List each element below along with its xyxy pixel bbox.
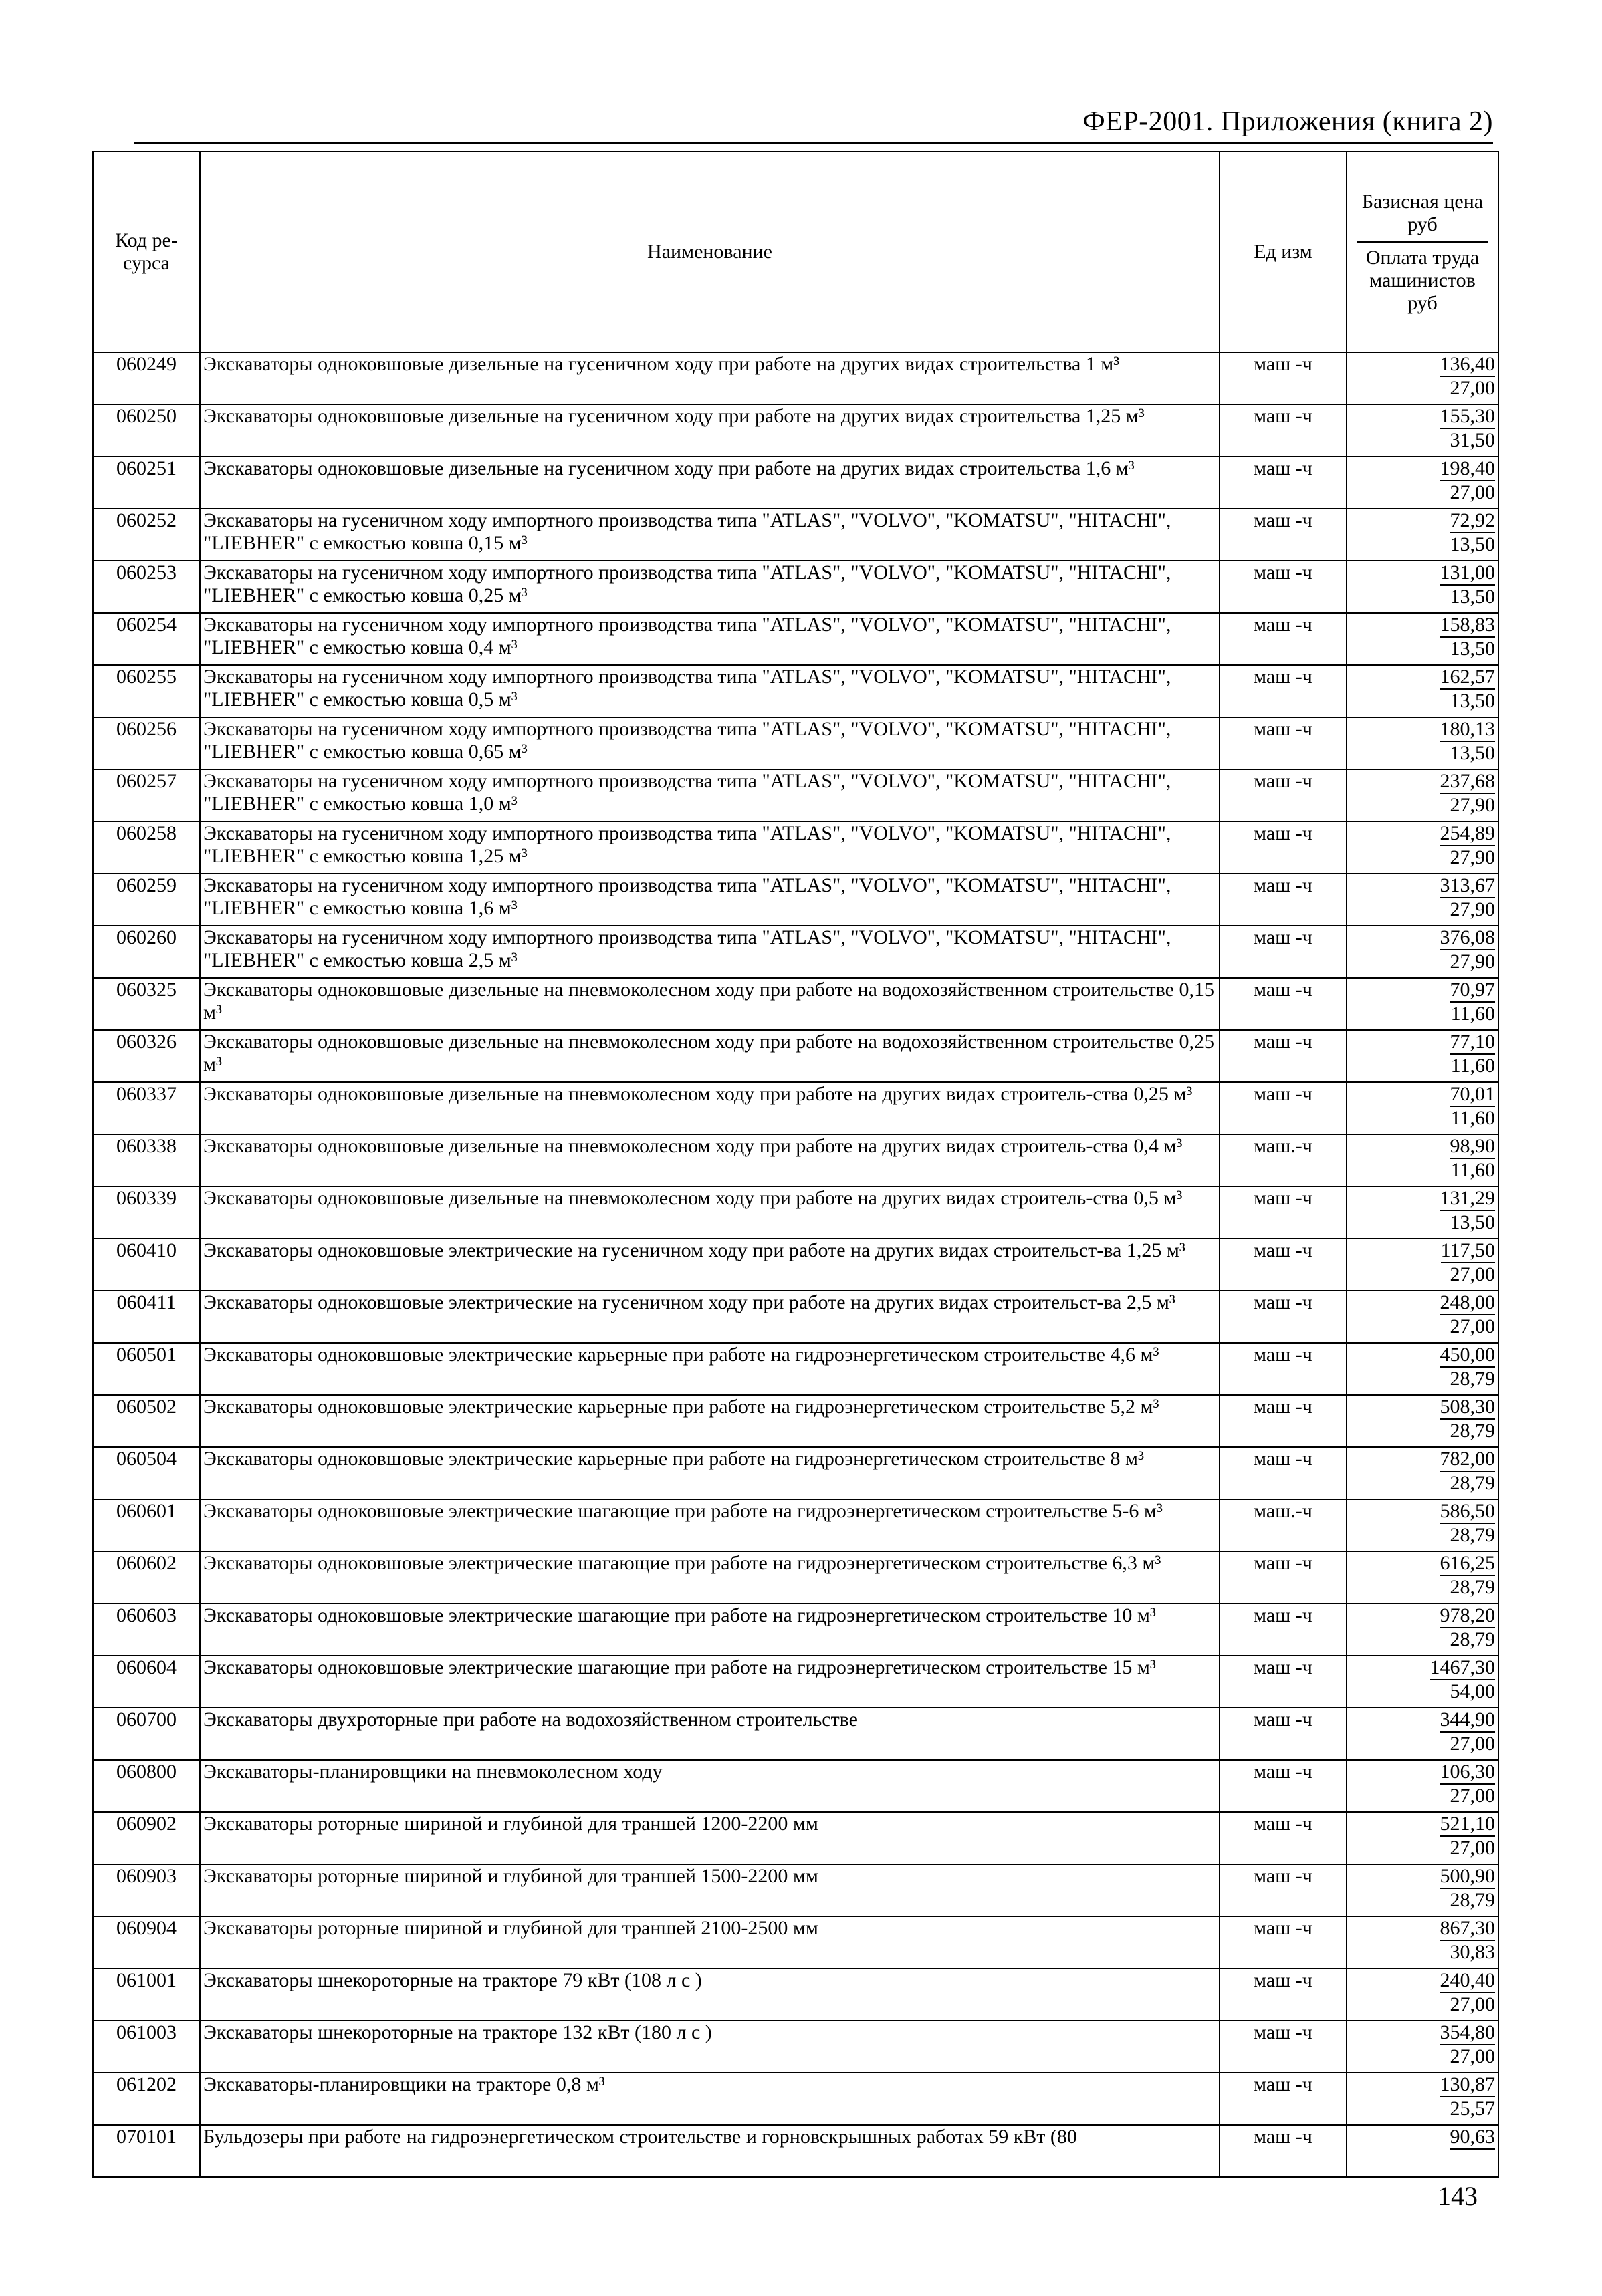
resource-code: 060504 [93, 1447, 200, 1499]
table-body [93, 352, 1498, 2177]
resource-code: 060902 [93, 1812, 200, 1864]
document-header: ФЕР-2001. Приложения (книга 2) [1082, 106, 1493, 137]
resource-code: 060502 [93, 1395, 200, 1447]
price-cell [1347, 769, 1498, 821]
resource-unit: маш -ч [1220, 926, 1347, 978]
resource-code: 060326 [93, 1030, 200, 1082]
table-row [93, 1708, 1498, 1760]
base-price: 98,90 [1450, 1135, 1496, 1159]
resource-code: 060250 [93, 404, 200, 457]
resource-name: Экскаваторы роторные шириной и глубиной для траншей 2100-2500 мм [200, 1916, 1220, 1968]
table-row [93, 2125, 1498, 2177]
resource-name: Экскаваторы одноковшовые электрические карьерные при работе на гидроэнергетическом строительстве 4,6 м³ [200, 1343, 1220, 1395]
resource-unit: маш -ч [1220, 2021, 1347, 2073]
table-row [93, 561, 1498, 613]
resource-unit: маш -ч [1220, 1656, 1347, 1708]
resource-name: Экскаваторы на гусеничном ходу импортного производства типа "ATLAS", "VOLVO", "KOMATSU", "HITACHI", "LIEBHER" с емкостью ковша 0,15 м³ [200, 509, 1220, 561]
resource-unit: маш -ч [1220, 509, 1347, 561]
price-cell [1347, 1656, 1498, 1708]
resource-code: 060603 [93, 1604, 200, 1656]
resource-name: Экскаваторы шнекороторные на тракторе 79 кВт (108 л с ) [200, 1968, 1220, 2021]
table-row [93, 352, 1498, 404]
base-price: 131,00 [1440, 561, 1496, 586]
resource-name: Экскаваторы одноковшовые электрические шагающие при работе на гидроэнергетическом строительстве 15 м³ [200, 1656, 1220, 1708]
price-cell [1347, 1186, 1498, 1239]
table-row [93, 1134, 1498, 1186]
resource-name: Экскаваторы одноковшовые электрические на гусеничном ходу при работе на других видах строительст-ва 2,5 м³ [200, 1291, 1220, 1343]
base-price: 136,40 [1440, 353, 1496, 377]
operator-pay: 28,79 [1450, 1472, 1495, 1494]
resource-unit: маш -ч [1220, 1864, 1347, 1916]
operator-pay: 28,79 [1450, 1628, 1495, 1650]
base-price: 77,10 [1450, 1031, 1496, 1055]
resource-code: 060410 [93, 1239, 200, 1291]
base-price: 782,00 [1440, 1448, 1496, 1472]
resource-name: Экскаваторы роторные шириной и глубиной для траншей 1200-2200 мм [200, 1812, 1220, 1864]
operator-pay: 31,50 [1450, 429, 1495, 451]
base-price: 254,89 [1440, 822, 1496, 846]
operator-pay: 27,00 [1450, 1785, 1495, 1807]
table-row [93, 1864, 1498, 1916]
resource-unit: маш -ч [1220, 1291, 1347, 1343]
price-cell [1347, 1551, 1498, 1604]
operator-pay: 13,50 [1450, 638, 1495, 660]
price-cell [1347, 1447, 1498, 1499]
table-row [93, 509, 1498, 561]
price-cell [1347, 821, 1498, 874]
price-cell [1347, 2021, 1498, 2073]
resource-name: Экскаваторы на гусеничном ходу импортного производства типа "ATLAS", "VOLVO", "KOMATSU", "HITACHI", "LIEBHER" с емкостью ковша 0,25 м³ [200, 561, 1220, 613]
table-row [93, 404, 1498, 457]
operator-pay: 27,00 [1450, 1993, 1495, 2015]
base-price: 131,29 [1440, 1187, 1496, 1211]
operator-pay: 28,79 [1450, 1576, 1495, 1598]
table-row [93, 1604, 1498, 1656]
price-cell [1347, 1812, 1498, 1864]
table-row [93, 1916, 1498, 1968]
price-cell [1347, 561, 1498, 613]
resource-unit: маш -ч [1220, 404, 1347, 457]
base-price: 155,30 [1440, 405, 1496, 429]
resource-code: 060602 [93, 1551, 200, 1604]
operator-pay: 27,00 [1450, 2045, 1495, 2067]
table-row [93, 1291, 1498, 1343]
base-price: 106,30 [1440, 1761, 1496, 1785]
price-cell [1347, 1343, 1498, 1395]
resource-name: Экскаваторы одноковшовые дизельные на пневмоколесном ходу при работе на других видах строитель-ства 0,25 м³ [200, 1082, 1220, 1134]
resource-code: 060256 [93, 717, 200, 769]
resource-code: 060325 [93, 978, 200, 1030]
resource-code: 060251 [93, 457, 200, 509]
resource-name: Экскаваторы одноковшовые электрические на гусеничном ходу при работе на других видах строительст-ва 1,25 м³ [200, 1239, 1220, 1291]
resource-name: Экскаваторы на гусеничном ходу импортного производства типа "ATLAS", "VOLVO", "KOMATSU", "HITACHI", "LIEBHER" с емкостью ковша 1,0 м³ [200, 769, 1220, 821]
resource-name: Экскаваторы на гусеничном ходу импортного производства типа "ATLAS", "VOLVO", "KOMATSU", "HITACHI", "LIEBHER" с емкостью ковша 0,4 м³ [200, 613, 1220, 665]
page-number: 143 [1438, 2181, 1478, 2211]
base-price: 130,87 [1440, 2073, 1496, 2097]
resource-name: Экскаваторы-планировщики на пневмоколесном ходу [200, 1760, 1220, 1812]
resource-name: Экскаваторы одноковшовые дизельные на пневмоколесном ходу при работе на водохозяйственном строительстве 0,15 м³ [200, 978, 1220, 1030]
price-cell [1347, 2125, 1498, 2177]
operator-pay: 27,90 [1450, 794, 1495, 816]
price-cell [1347, 1395, 1498, 1447]
price-cell [1347, 509, 1498, 561]
base-price: 240,40 [1440, 1969, 1496, 1993]
resource-unit: маш -ч [1220, 1239, 1347, 1291]
table-row [93, 1239, 1498, 1291]
price-cell [1347, 404, 1498, 457]
table-row [93, 457, 1498, 509]
table-row [93, 1030, 1498, 1082]
resource-unit: маш -ч [1220, 717, 1347, 769]
resource-name: Экскаваторы на гусеничном ходу импортного производства типа "ATLAS", "VOLVO", "KOMATSU", "HITACHI", "LIEBHER" с емкостью ковша 1,25 м³ [200, 821, 1220, 874]
resource-unit: маш -ч [1220, 1186, 1347, 1239]
table-row [93, 1551, 1498, 1604]
table-row [93, 1343, 1498, 1395]
price-cell [1347, 665, 1498, 717]
table-row [93, 769, 1498, 821]
price-cell [1347, 613, 1498, 665]
resource-unit: маш -ч [1220, 1760, 1347, 1812]
table-row [93, 1186, 1498, 1239]
operator-pay: 11,60 [1450, 1107, 1495, 1129]
header-unit: Ед изм [1220, 152, 1347, 352]
table-row [93, 1395, 1498, 1447]
operator-pay: 28,79 [1450, 1524, 1495, 1546]
resource-name: Экскаваторы роторные шириной и глубиной для траншей 1500-2200 мм [200, 1864, 1220, 1916]
table-row [93, 874, 1498, 926]
table-row [93, 2021, 1498, 2073]
operator-pay: 13,50 [1450, 586, 1495, 608]
resource-unit: маш -ч [1220, 1968, 1347, 2021]
header-name: Наименование [200, 152, 1220, 352]
table-row [93, 1447, 1498, 1499]
resource-name: Экскаваторы одноковшовые дизельные на гусеничном ходу при работе на других видах строительства 1 м³ [200, 352, 1220, 404]
operator-pay: 11,60 [1450, 1003, 1495, 1025]
resource-code: 060601 [93, 1499, 200, 1551]
header-code: Код ре-сурса [93, 152, 200, 352]
operator-pay: 11,60 [1450, 1055, 1495, 1077]
price-cell [1347, 874, 1498, 926]
price-cell [1347, 1864, 1498, 1916]
resource-code: 060904 [93, 1916, 200, 1968]
resource-code: 060253 [93, 561, 200, 613]
base-price: 237,68 [1440, 770, 1496, 794]
price-cell [1347, 352, 1498, 404]
table-row [93, 1968, 1498, 2021]
resource-unit: маш -ч [1220, 1082, 1347, 1134]
price-cell [1347, 1499, 1498, 1551]
resource-code: 061003 [93, 2021, 200, 2073]
resource-unit: маш -ч [1220, 665, 1347, 717]
operator-pay: 13,50 [1450, 533, 1495, 555]
resource-code: 060254 [93, 613, 200, 665]
resource-name: Экскаваторы на гусеничном ходу импортного производства типа "ATLAS", "VOLVO", "KOMATSU", "HITACHI", "LIEBHER" с емкостью ковша 0,5 м³ [200, 665, 1220, 717]
resource-unit: маш -ч [1220, 1812, 1347, 1864]
table-row [93, 978, 1498, 1030]
resource-name: Экскаваторы на гусеничном ходу импортного производства типа "ATLAS", "VOLVO", "KOMATSU", "HITACHI", "LIEBHER" с емкостью ковша 0,65 м³ [200, 717, 1220, 769]
resource-unit: маш -ч [1220, 978, 1347, 1030]
operator-pay: 27,90 [1450, 950, 1495, 973]
operator-pay: 28,79 [1450, 1889, 1495, 1911]
operator-pay: 28,79 [1450, 1420, 1495, 1442]
operator-pay: 11,60 [1450, 1159, 1495, 1181]
table-row [93, 613, 1498, 665]
resource-unit: маш -ч [1220, 1916, 1347, 1968]
resource-code: 060249 [93, 352, 200, 404]
price-cell [1347, 926, 1498, 978]
resource-code: 060339 [93, 1186, 200, 1239]
resource-code: 070101 [93, 2125, 200, 2177]
operator-pay: 13,50 [1450, 1211, 1495, 1233]
base-price: 521,10 [1440, 1813, 1496, 1837]
resource-unit: маш -ч [1220, 561, 1347, 613]
header-price-base: Базисная цена руб [1361, 190, 1484, 235]
table-header [93, 152, 1498, 352]
operator-pay: 54,00 [1450, 1680, 1495, 1702]
table-row [93, 1812, 1498, 1864]
operator-pay: 13,50 [1450, 742, 1495, 764]
resource-unit: маш -ч [1220, 457, 1347, 509]
price-cell [1347, 1291, 1498, 1343]
resource-name: Экскаваторы одноковшовые дизельные на пневмоколесном ходу при работе на других видах строитель-ства 0,5 м³ [200, 1186, 1220, 1239]
base-price: 180,13 [1440, 718, 1496, 742]
resource-code: 060252 [93, 509, 200, 561]
operator-pay: 27,90 [1450, 846, 1495, 868]
base-price: 1467,30 [1430, 1656, 1496, 1680]
resource-code: 061202 [93, 2073, 200, 2125]
base-price: 376,08 [1440, 926, 1496, 950]
header-price-pay: Оплата труда машинистов руб [1357, 241, 1488, 317]
resource-code: 060903 [93, 1864, 200, 1916]
base-price: 162,57 [1440, 666, 1496, 690]
base-price: 248,00 [1440, 1291, 1496, 1315]
price-cell [1347, 1760, 1498, 1812]
header-rule [134, 142, 1493, 144]
base-price: 450,00 [1440, 1344, 1496, 1368]
resource-unit: маш -ч [1220, 874, 1347, 926]
operator-pay: 27,00 [1450, 1263, 1495, 1285]
table-row [93, 1499, 1498, 1551]
table-row [93, 926, 1498, 978]
table-row [93, 665, 1498, 717]
resource-code: 060338 [93, 1134, 200, 1186]
resource-unit: маш -ч [1220, 352, 1347, 404]
base-price: 586,50 [1440, 1500, 1496, 1524]
operator-pay: 27,00 [1450, 1733, 1495, 1755]
resource-code: 060411 [93, 1291, 200, 1343]
resource-code: 061001 [93, 1968, 200, 2021]
resource-unit: маш -ч [1220, 1551, 1347, 1604]
price-cell [1347, 457, 1498, 509]
resource-name: Экскаваторы шнекороторные на тракторе 132 кВт (180 л с ) [200, 2021, 1220, 2073]
table-row [93, 2073, 1498, 2125]
resource-name: Экскаваторы на гусеничном ходу импортного производства типа "ATLAS", "VOLVO", "KOMATSU", "HITACHI", "LIEBHER" с емкостью ковша 2,5 м³ [200, 926, 1220, 978]
price-cell [1347, 717, 1498, 769]
resource-name: Экскаваторы одноковшовые дизельные на гусеничном ходу при работе на других видах строительства 1,6 м³ [200, 457, 1220, 509]
resource-name: Экскаваторы одноковшовые электрические шагающие при работе на гидроэнергетическом строительстве 6,3 м³ [200, 1551, 1220, 1604]
resource-code: 060700 [93, 1708, 200, 1760]
base-price: 70,01 [1450, 1083, 1496, 1107]
operator-pay: 27,00 [1450, 377, 1495, 399]
operator-pay: 13,50 [1450, 690, 1495, 712]
price-cell [1347, 2073, 1498, 2125]
resource-name: Бульдозеры при работе на гидроэнергетическом строительстве и горновскрышных работах 59 кВт (80 [200, 2125, 1220, 2177]
resource-name: Экскаваторы одноковшовые электрические карьерные при работе на гидроэнергетическом строительстве 8 м³ [200, 1447, 1220, 1499]
price-cell [1347, 1708, 1498, 1760]
base-price: 616,25 [1440, 1552, 1496, 1576]
resource-unit: маш -ч [1220, 1343, 1347, 1395]
table-row [93, 1656, 1498, 1708]
operator-pay: 27,00 [1450, 1837, 1495, 1859]
base-price: 72,92 [1450, 509, 1496, 533]
header-price [1347, 152, 1498, 352]
price-cell [1347, 1239, 1498, 1291]
table-row [93, 717, 1498, 769]
price-cell [1347, 1082, 1498, 1134]
operator-pay: 27,00 [1450, 481, 1495, 503]
resource-name: Экскаваторы-планировщики на тракторе 0,8 м³ [200, 2073, 1220, 2125]
base-price: 70,97 [1450, 979, 1496, 1003]
resource-name: Экскаваторы одноковшовые дизельные на пневмоколесном ходу при работе на других видах строитель-ства 0,4 м³ [200, 1134, 1220, 1186]
base-price: 867,30 [1440, 1917, 1496, 1941]
resource-name: Экскаваторы одноковшовые дизельные на пневмоколесном ходу при работе на водохозяйственном строительстве 0,25 м³ [200, 1030, 1220, 1082]
resource-unit: маш -ч [1220, 1447, 1347, 1499]
price-cell [1347, 1030, 1498, 1082]
resource-name: Экскаваторы одноковшовые электрические шагающие при работе на гидроэнергетическом строительстве 10 м³ [200, 1604, 1220, 1656]
base-price: 117,50 [1441, 1239, 1495, 1263]
resource-code: 060501 [93, 1343, 200, 1395]
resource-code: 060800 [93, 1760, 200, 1812]
resource-unit: маш -ч [1220, 613, 1347, 665]
resource-unit: маш -ч [1220, 1030, 1347, 1082]
resource-code: 060259 [93, 874, 200, 926]
resource-unit: маш -ч [1220, 821, 1347, 874]
base-price: 354,80 [1440, 2021, 1496, 2045]
base-price: 198,40 [1440, 457, 1496, 481]
price-cell [1347, 1968, 1498, 2021]
price-cell [1347, 1134, 1498, 1186]
base-price: 344,90 [1440, 1708, 1496, 1733]
base-price: 500,90 [1440, 1865, 1496, 1889]
base-price: 508,30 [1440, 1396, 1496, 1420]
operator-pay: 27,90 [1450, 898, 1495, 920]
resource-name: Экскаваторы одноковшовые электрические шагающие при работе на гидроэнергетическом строительстве 5-6 м³ [200, 1499, 1220, 1551]
resource-code: 060257 [93, 769, 200, 821]
price-cell [1347, 1604, 1498, 1656]
resource-name: Экскаваторы двухроторные при работе на водохозяйственном строительстве [200, 1708, 1220, 1760]
resource-unit: маш -ч [1220, 1395, 1347, 1447]
resource-unit: маш -ч [1220, 769, 1347, 821]
resource-unit: маш -ч [1220, 2073, 1347, 2125]
base-price: 978,20 [1440, 1604, 1496, 1628]
resource-name: Экскаваторы на гусеничном ходу импортного производства типа "ATLAS", "VOLVO", "KOMATSU", "HITACHI", "LIEBHER" с емкостью ковша 1,6 м³ [200, 874, 1220, 926]
resource-name: Экскаваторы одноковшовые дизельные на гусеничном ходу при работе на других видах строительства 1,25 м³ [200, 404, 1220, 457]
price-table [92, 151, 1499, 2178]
resource-unit: маш -ч [1220, 2125, 1347, 2177]
resource-code: 060255 [93, 665, 200, 717]
price-cell [1347, 978, 1498, 1030]
operator-pay: 25,57 [1450, 2097, 1495, 2120]
resource-code: 060337 [93, 1082, 200, 1134]
operator-pay: 27,00 [1450, 1315, 1495, 1337]
resource-code: 060260 [93, 926, 200, 978]
resource-unit: маш.-ч [1220, 1134, 1347, 1186]
price-cell [1347, 1916, 1498, 1968]
base-price: 313,67 [1440, 874, 1496, 898]
operator-pay: 28,79 [1450, 1368, 1495, 1390]
resource-unit: маш.-ч [1220, 1499, 1347, 1551]
resource-unit: маш -ч [1220, 1708, 1347, 1760]
resource-code: 060258 [93, 821, 200, 874]
base-price: 158,83 [1440, 614, 1496, 638]
table-row [93, 821, 1498, 874]
table-row [93, 1082, 1498, 1134]
resource-unit: маш -ч [1220, 1604, 1347, 1656]
resource-name: Экскаваторы одноковшовые электрические карьерные при работе на гидроэнергетическом строительстве 5,2 м³ [200, 1395, 1220, 1447]
base-price: 90,63 [1450, 2126, 1496, 2150]
operator-pay: 30,83 [1450, 1941, 1495, 1963]
table-row [93, 1760, 1498, 1812]
resource-code: 060604 [93, 1656, 200, 1708]
